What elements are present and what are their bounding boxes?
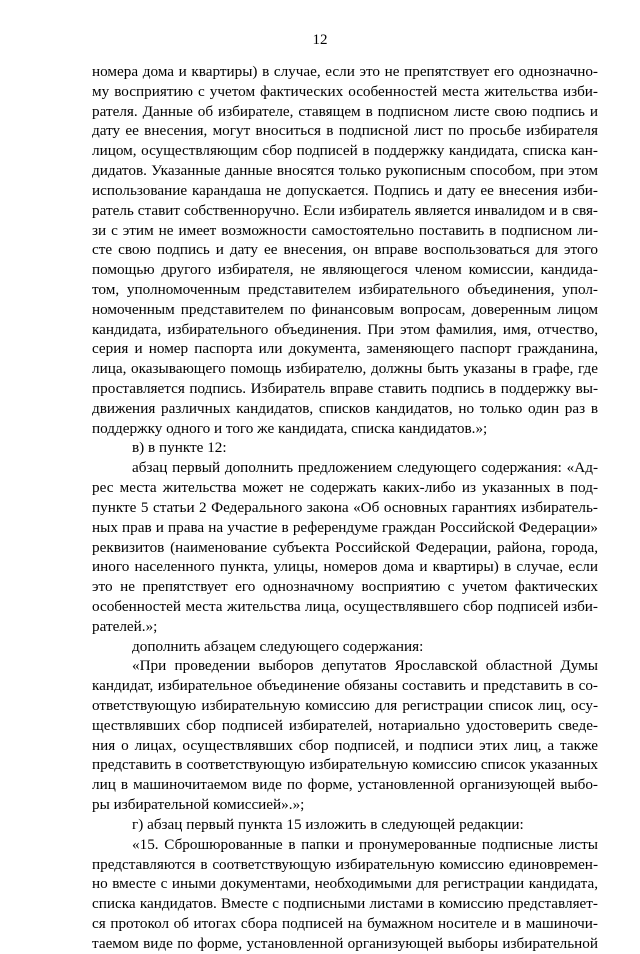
text-line: рателей.»; <box>92 617 158 635</box>
text-line: в) в пункте 12: <box>132 439 227 457</box>
text-line: представляются в соответствующую избирательную комиссию единовремен- <box>92 855 598 873</box>
text-line: ответствующую избирательную комиссию для регистрации список лиц, осу- <box>92 697 598 714</box>
text-line: списка кандидатов. Вместе с подписными листами в комиссию представляет- <box>92 895 598 913</box>
text-line: му восприятию с учетом фактических особенностей места жительства изби- <box>92 82 598 100</box>
text-line: использование карандаша не допускается. Подпись и дату ее внесения изби- <box>92 181 598 199</box>
text-line: лица, оказывающего помощь избирателю, должны быть указаны в графе, где <box>92 360 598 378</box>
text-line: абзац первый дополнить предложением следующего содержания: «Ад- <box>132 459 598 477</box>
text-line: иного населенного пункта, улицы, номеров дома и квартиры) в случае, если <box>92 558 598 576</box>
text-line: дополнить абзацем следующего содержания: <box>132 637 424 655</box>
text-line: серия и номер паспорта или документа, заменяющего паспорт гражданина, <box>92 340 598 358</box>
text-line: ных прав и права на участие в референдуме граждан Российской Федерации» <box>92 518 598 536</box>
text-line: это не препятствует его однозначному восприятию с учетом фактических <box>92 578 598 596</box>
text-line: но вместе с иными документами, необходимыми для регистрации кандидата, <box>92 875 598 893</box>
text-line: дидатов. Указанные данные вносятся только рукописным способом, при этом <box>92 162 598 180</box>
text-line: сте свою подпись и дату ее внесения, он вправе воспользоваться для этого <box>92 241 598 259</box>
text-line: ния о лицах, осуществлявших сбор подписей, и подписи этих лиц, а также <box>92 736 598 754</box>
text-line: кандидат, избирательное объединение обязаны составить и представить в со- <box>92 677 598 695</box>
text-line: ратель ставит собственноручно. Если избиратель является инвалидом и в свя- <box>92 201 598 219</box>
text-line: г) абзац первый пункта 15 изложить в следующей редакции: <box>132 815 524 833</box>
text-line: таемом виде по форме, установленной организующей выборы избирательной <box>92 934 598 952</box>
text-line: «15. Сброшюрованные в папки и пронумерованные подписные листы <box>132 835 598 853</box>
text-line: том, уполномоченным представителем избирательного объединения, упол- <box>92 280 598 298</box>
text-line: лицом, осуществляющим сбор подписей в поддержку кандидата, списка кан- <box>92 142 598 160</box>
text-line: зи с этим не имеет возможности самостоятельно поставить в подписном ли- <box>92 221 598 239</box>
text-line: пункте 5 статьи 2 Федерального закона «Об основных гарантиях избиратель- <box>92 498 598 516</box>
text-line: представить в соответствующую избирательную комиссию список указанных <box>92 756 598 774</box>
text-line: реквизитов (наименование субъекта Российской Федерации, района, города, <box>92 538 598 556</box>
text-line: номера дома и квартиры) в случае, если это не препятствует его однозначно- <box>92 63 598 80</box>
page-number: 12 <box>312 32 328 48</box>
text-line: рателя. Данные об избирателе, ставящем в подписном листе свою подпись и <box>92 102 598 120</box>
text-line: ры избирательной комиссией».»; <box>92 796 305 814</box>
text-line: лиц в машиночитаемом виде по форме, установленной организующей выбо- <box>92 776 598 794</box>
text-line: «При проведении выборов депутатов Ярославской областной Думы <box>132 657 598 675</box>
text-line: номоченным представителем по финансовым вопросам, доверенным лицом <box>92 300 598 318</box>
text-line: помощью другого избирателя, не являющегося членом комиссии, кандида- <box>92 261 598 279</box>
text-line: особенностей места жительства лица, осуществлявшего сбор подписей изби- <box>92 597 598 615</box>
text-line: ся протокол об итогах сбора подписей на бумажном носителе и в машиночи- <box>92 914 598 932</box>
text-line: дату ее внесения, могут вноситься в подписной лист по просьбе избирателя <box>92 122 598 140</box>
text-line: рес места жительства может не содержать каких-либо из указанных в под- <box>92 479 598 497</box>
text-line: поддержку одного и того же кандидата, списка кандидатов.»; <box>92 419 488 437</box>
text-line: ществлявших сбор подписей избирателей, нотариально удостоверить сведе- <box>92 716 598 734</box>
document-body <box>92 62 598 954</box>
text-line: движения различных кандидатов, списков кандидатов, но только один раз в <box>92 399 598 417</box>
text-line: кандидата, избирательного объединения. При этом фамилия, имя, отчество, <box>92 320 598 338</box>
text-line: проставляется подпись. Избиратель вправе ставить подпись в поддержку вы- <box>92 380 598 397</box>
